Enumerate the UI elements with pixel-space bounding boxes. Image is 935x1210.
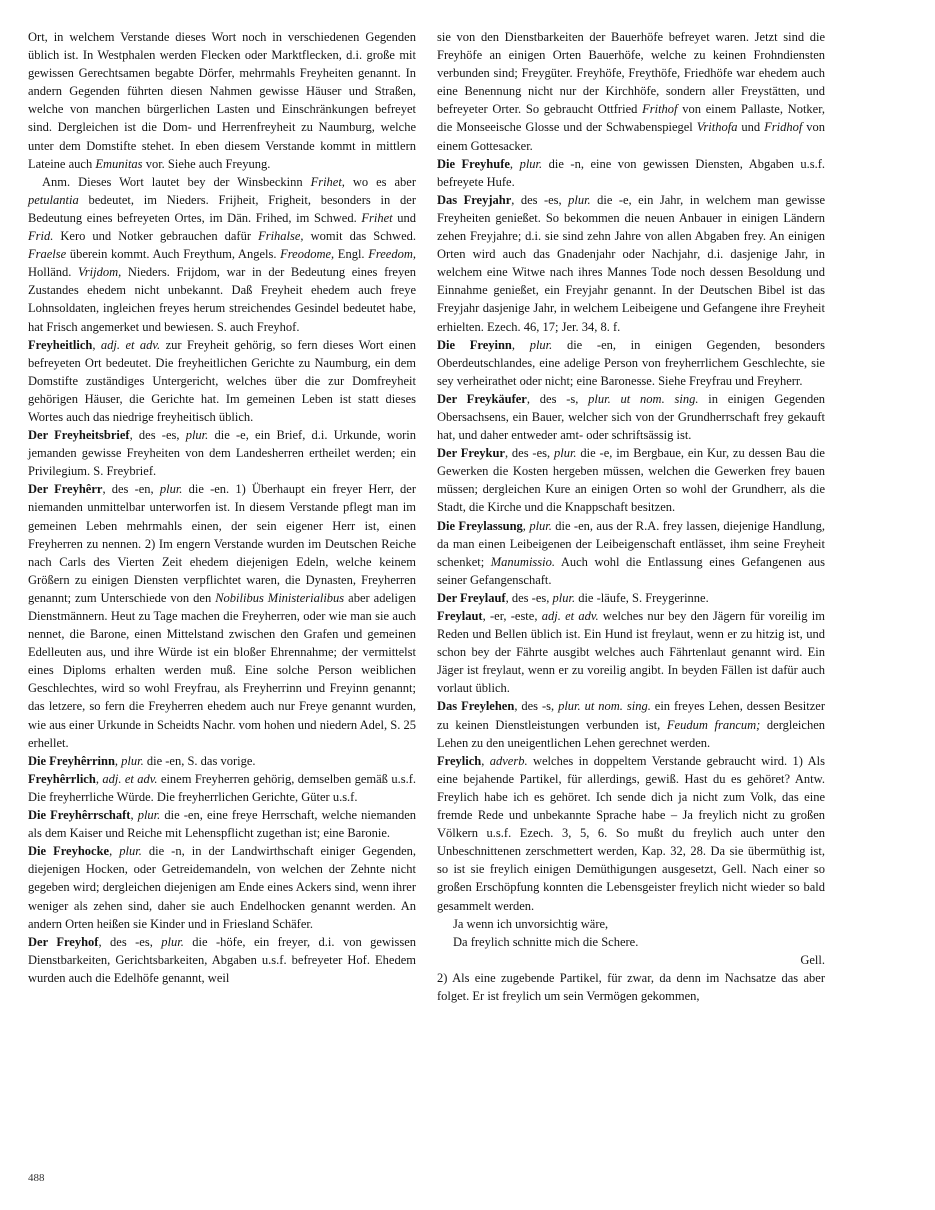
headword: Der Freyhof bbox=[28, 934, 99, 949]
headword: Freylaut bbox=[437, 609, 483, 623]
headword: Das Freylehen bbox=[437, 699, 515, 714]
entry-freyhof-continued: sie von den Dienstbarkeiten der Bauerhöfe befreyet waren. Jetzt sind die Freyhöfe an einigen Orten Bauerhöfe, welche zu keinen Frohndiensten verbunden sind; Freygüter. Freyhöfe, Freythöfe, Friedhöfe war ehedem auch eine Benennung nicht nur der Kirchhöfe, sondern aller Freystätten, und befreyeter Orter. So gebraucht Ottfried Frithof von einem Pallaste, Notker, die Monseeische Glosse und der Schwabenspiegel Vrithofa und Fridhof von einem Gottesacker. bbox=[437, 30, 826, 153]
entry-freyhof: Der Freyhof, des -es, plur. die -höfe, ein freyer, d.i. von gewissen Dienstbarkeiten, Gerichtsbarkeiten, Abgaben u.s.f. befreyeter Hof. Ehedem wurden auch die Edelhöfe genannt, weil bbox=[28, 934, 416, 985]
entry-freykur: Der Freykur, des -es, plur. die -e, im Bergbaue, ein Kur, zu dessen Bau die Gewerken die Kosten hergeben müssen, welchen die Gewerken frey bauen müssen; dergleichen Kure an einigen Orten so wohl der Grundherr, als die Stadt, die Kirche und die Knappschaft besitzen. bbox=[437, 446, 825, 515]
entry-freyherrinn: Die Freyhêrrinn, plur. die -en, S. das vorige. bbox=[28, 753, 256, 768]
headword: Der Freyheitsbrief bbox=[28, 428, 130, 443]
headword: Freyhêrrlich bbox=[28, 771, 96, 786]
headword: Der Freykur bbox=[437, 446, 505, 461]
headword: Die Freyhufe bbox=[437, 156, 510, 171]
verse-line: Da freylich schnitte mich die Schere. bbox=[453, 934, 639, 949]
entry-freyhufe: Die Freyhufe, plur. die -n, eine von gewissen Diensten, Abgaben u.s.f. befreyete Hufe. bbox=[437, 156, 826, 189]
headword: Der Freykäufer bbox=[437, 391, 527, 406]
headword: Der Freyhêrr bbox=[28, 482, 103, 497]
dictionary-page bbox=[28, 28, 910, 1173]
entry-freyheitlich: Freyheitlich, adj. et adv. zur Freyheit gehörig, so fern dieses Wort einen befreyeten Ort bedeutet. Die freyheitlichen Gerichte zu Naumburg, ein dem Domstifte zuständiges Untergericht, welches über die zur Domfreyheit gehörigen Häuser, die Gerichte hat. Im gemeinen Leben ist statt dieses Wortes auch das niedrige freyheitisch üblich. bbox=[28, 337, 416, 424]
entry-freylich-sense-2: 2) Als eine zugebende Partikel, für zwar, da denn im Nachsatze das aber folget. Er ist freylich um sein Vermögen gekommen, bbox=[437, 970, 825, 1003]
headword: Der Freylauf bbox=[437, 590, 506, 605]
headword: Die Freylassung bbox=[437, 518, 523, 533]
page-number: 488 bbox=[28, 1172, 45, 1184]
headword: Die Freyhêrrinn bbox=[28, 753, 115, 768]
entry-freylich: Freylich, adverb. welches in doppeltem Verstande gebraucht wird. 1) Als eine bejahende Partikel, für allerdings, gewiß. Hast du es gehöret? Antw. Freylich habe ich es gehöret. Ich sende dich ja nicht zum Volk, das eine fremde Rede und unbekannte Sprache habe – Ja freylich nicht zu großen Völkern u.s.f. Ezech. 3, 5, 6. So mußt du freylich auch unter den Unbeschnittenen zerschmettert werden, Kap. 32, 28. Da sie übermüthig ist, so ist sie freylich einigen Demüthigungen ausgesetzt, Gell. Nach einer so großen Erschöpfung konnten die Lebensgeister freylich nicht wieder so bald gesammelt werden. bbox=[437, 753, 825, 913]
verse-line: Ja wenn ich unvorsichtig wäre, bbox=[453, 916, 609, 931]
entry-freyherrlich: Freyhêrrlich, adj. et adv. einem Freyherren gehörig, demselben gemäß u.s.f. Die freyherrliche Würde. Die freyherrlichen Gerichte, Güter u.s.f. bbox=[28, 771, 416, 804]
headword: Die Freyhocke bbox=[28, 844, 110, 859]
entry-freyherrschaft: Die Freyhêrrschaft, plur. die -en, eine freye Herrschaft, welche niemanden als dem Kaiser und Reiche mit Lehenspflicht zugethan ist; eine Baronie. bbox=[28, 808, 417, 841]
headword: Freyheitlich bbox=[28, 337, 93, 352]
headword: Freylich bbox=[437, 753, 482, 768]
verse-attribution: Gell. bbox=[800, 952, 825, 967]
entry-freyjahr: Das Freyjahr, des -es, plur. die -e, ein Jahr, in welchem man gewisse Freyheiten genießet. So bekommen die neuen Anbauer in einigen Ländern zehen Freyjahre; d.i. sie sind zehn Jahre von allen Abgaben frey. An einigen Orten wird auch das Gnadenjahr oder Nachjahr, d.i. dasjenige Jahr, in welchem eine Witwe nach ihres Mannes Tode noch dessen Besoldung und Einnahme genießet, ein Freyjahr genannt. In der Deutschen Bibel ist das Freyjahr dasjenige Jahr, in welchem Leibeigene und Gefangene ihre Freyheit erhielten. Ezech. 46, 17; Jer. 34, 8. f. bbox=[437, 192, 825, 334]
entry-freylaut: Freylaut, -er, -este, adj. et adv. welches nur bey den Jägern für voreilig im Reden und Bellen üblich ist. Ein Hund ist freylaut, wenn er zu hitzig ist, und schon bey der Fährte ausgibt welches auch Fährtenlaut genannt wird. Ein Jäger ist freylaut, wenn er zu voreilig angibt. In beyden Fällen ist dafür auch vorlaut üblich. bbox=[437, 609, 825, 696]
entry-freyhocke: Die Freyhocke, plur. die -n, in der Landwirthschaft einiger Gegenden, diejenigen Hocken, oder Getreidemandeln, von welchen der Zehnte nicht gegeben wird; dergleichen diejenigen am Ende eines Ackers sind, wenn ihrer weniger als zehen sind, daher sie auch Endelhocken genannt werden. An andern Orten heißen sie Kinder und in Friesland Schäfer. bbox=[28, 844, 416, 931]
entry-freyheit-note: Anm. Dieses Wort lautet bey der Winsbeckinn Frihet, wo es aber petulantia bedeutet, im Nieders. Frijheit, Frigheit, besonders in der Bedeutung eines befreyeten Ortes, im Dän. Frihed, im Schwed. Frihet und Frid. Kero und Notker gebrauchen dafür Frihalse, womit das Schwed. Fraelse überein kommt. Auch Freythum, Angels. Freodome, Engl. Freedom, Holländ. Vrijdom, Nieders. Frijdom, war in der Bedeutung eines freyen Zustandes ehedem nicht unbekannt. Daß Freyheit ehedem auch freye Lohnsoldaten, ingleichen freyes herum streichendes Gesindel bedeutet habe, hat Frisch angemerket und bewiesen. S. auch Freyhof. bbox=[28, 174, 416, 334]
entry-freykaeufer: Der Freykäufer, des -s, plur. ut nom. sing. in einigen Gegenden Obersachsens, ein Bauer, welcher sich von der Grundherrschaft frey gekauft hat, und daher entweder amt- oder schriftsässig ist. bbox=[437, 391, 825, 443]
headword: Das Freyjahr bbox=[437, 192, 512, 207]
entry-freyherr: Der Freyhêrr, des -en, plur. die -en. 1) Überhaupt ein freyer Herr, der niemanden unmittelbar unterworfen ist. In diesem Verstande pflegt man im gemeinen Leben mehrmahls einen, der sein eigener Herr ist, einen Freyherren zu nennen. 2) Im engern Verstande wurden im Deutschen Reiche nach Carls des Vierten Zeit ehedem diejenigen Edeln, welche keinem Größern zu einigen Diensten verpflichtet waren, die Dynasten, Freyherren genannt; zum Unterschiede von den Nobilibus Ministerialibus aber adeligen Dienstmännern. Heut zu Tage machen die Freyherren, oder wie man sie auch nennet, die Barone, einen Mittelstand zwischen den Grafen und gemeinen Edelleuten aus, und ihre Würde ist ein bloßer Ehrennahme; der vermittelst eines Diploms erhalten werden muß. Eine solche Person weiblichen Geschlechtes, wird so wohl Freyfrau, als Freyherrinn und Freyinn genannt; das letzere, so fern die Freyherren ehedem auch nur Freye genannt wurden, wie aus einer Urkunde in Scheidts Nachr. vom hohen und niedern Adel, S. 25 erhellet. bbox=[28, 482, 417, 750]
headword: Die Freyinn bbox=[437, 337, 512, 352]
entry-freylehen: Das Freylehen, des -s, plur. ut nom. sing. ein freyes Lehen, dessen Besitzer zu keinen Dienstleistungen verbunden ist, Feudum francum; dergleichen Lehen zu den uneigentlichen Lehen gerechnet werden. bbox=[437, 699, 826, 750]
left-column bbox=[28, 28, 416, 987]
right-column bbox=[437, 28, 825, 1005]
entry-freyinn: Die Freyinn, plur. die -en, in einigen Gegenden, besonders Oberdeutschlandes, eine adelige Person von freyherrlichem Geschlechte, sie sey verheirathet oder nicht; eine Baronesse. Siehe Freyfrau und Freyherr. bbox=[437, 337, 826, 388]
entry-freyheitsbrief: Der Freyheitsbrief, des -es, plur. die -e, ein Brief, d.i. Urkunde, worin jemanden gewisse Freyheiten von dem Landesherren ertheilet werden; ein Privilegium. S. Freybrief. bbox=[28, 428, 416, 479]
entry-freylauf: Der Freylauf, des -es, plur. die -läufe, S. Freygerinne. bbox=[437, 590, 709, 605]
entry-freylassung: Die Freylassung, plur. die -en, aus der R.A. frey lassen, diejenige Handlung, da man einen Leibeigenen der Leibeigenschaft entlässet, ihm seine Freyheit schenket; Manumissio. Auch wohl die Entlassung eines Gefangenen aus seiner Gefangenschaft. bbox=[437, 518, 825, 587]
headword: Die Freyhêrrschaft bbox=[28, 808, 131, 823]
entry-freyheit-continued: Ort, in welchem Verstande dieses Wort noch in verschiedenen Gegenden üblich ist. In Westphalen werden Flecken oder Marktflecken, d.i. große mit gewissen Gerechtsamen begabte Dörfer, mehrmahls Freyheiten genannt. In andern Gegenden führten diesen Nahmen gewisse Häuser und Straßen, welche von manchen bürgerlichen Lasten und Einschränkungen befreyet sind. Dergleichen ist die Dom- und Herrenfreyheit zu Naumburg, welche unter dem Domstifte stehet. In eben diesem Verstande kommt in mittlern Lateine auch Emunitas vor. Siehe auch Freyung. bbox=[28, 30, 416, 171]
